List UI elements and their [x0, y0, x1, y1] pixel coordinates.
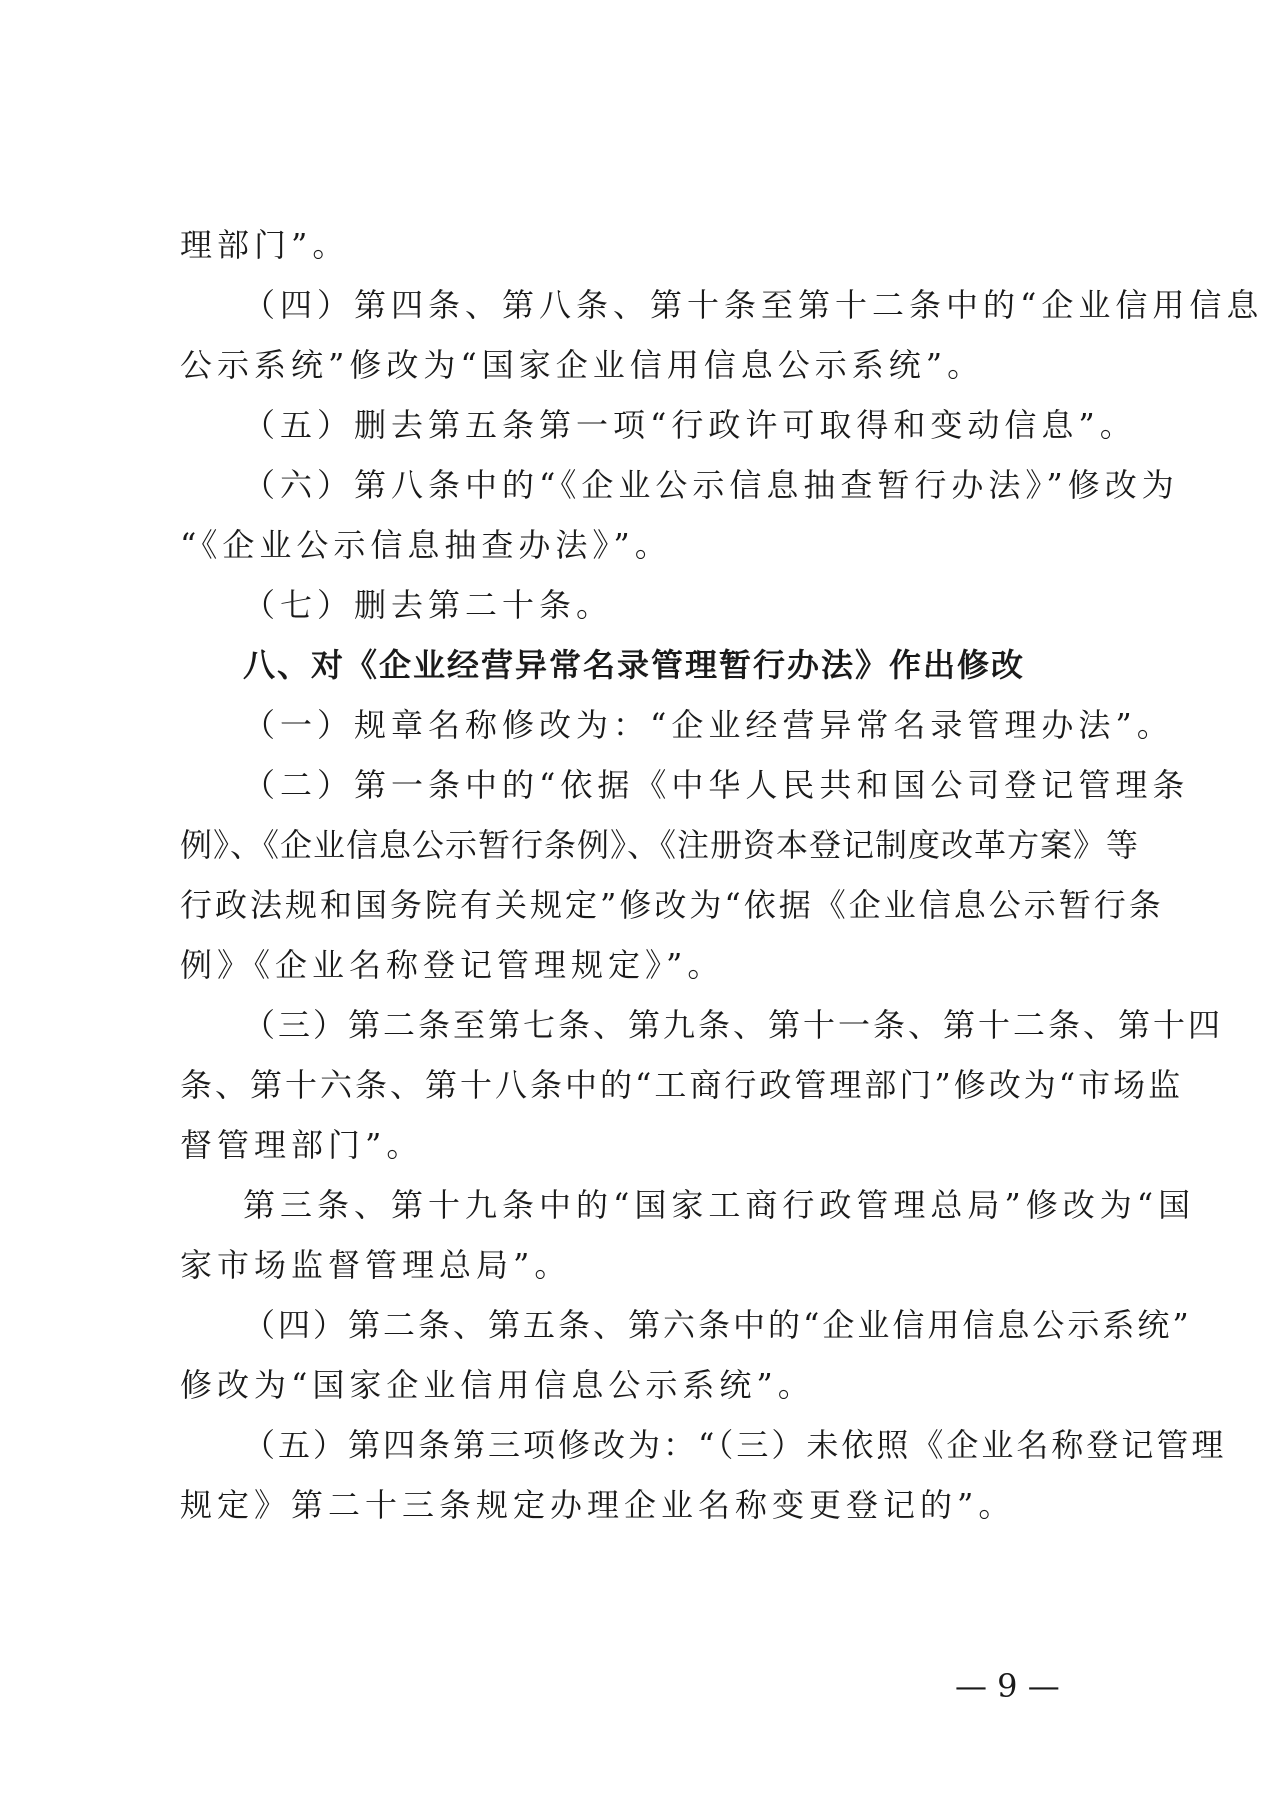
text-line: 督管理部门”。	[180, 1126, 424, 1164]
text-line-paragraph: （五）删去第五条第一项“行政许可取得和变动信息”。	[243, 406, 1137, 444]
text-line-continuation: 理部门”。	[180, 226, 350, 264]
text-line: 例》、《企业信息公示暂行条例》、《注册资本登记制度改革方案》等	[180, 826, 1140, 864]
text-line-paragraph: （四）第四条、第八条、第十条至第十二条中的“企业信用信息	[243, 286, 1264, 324]
text-line: 规定》第二十三条规定办理企业名称变更登记的”。	[180, 1486, 1016, 1524]
text-line-paragraph: （一）规章名称修改为：“企业经营异常名录管理办法”。	[243, 706, 1174, 744]
text-line: “《企业公示信息抽查办法》”。	[180, 526, 672, 564]
text-line: 条、第十六条、第十八条中的“工商行政管理部门”修改为“市场监	[180, 1066, 1184, 1104]
text-line-paragraph: （七）删去第二十条。	[243, 586, 614, 624]
text-line-paragraph: 第三条、第十九条中的“国家工商行政管理总局”修改为“国	[243, 1186, 1196, 1224]
text-line: 修改为“国家企业信用信息公示系统”。	[180, 1366, 815, 1404]
text-line: 家市场监督管理总局”。	[180, 1246, 572, 1284]
text-line-paragraph: （五）第四条第三项修改为：“（三）未依照《企业名称登记管理	[243, 1426, 1227, 1464]
text-line: 公示系统”修改为“国家企业信用信息公示系统”。	[180, 346, 985, 384]
text-line-paragraph: （四）第二条、第五条、第六条中的“企业信用信息公示系统”	[243, 1306, 1192, 1344]
text-line-paragraph: （二）第一条中的“依据《中华人民共和国公司登记管理条	[243, 766, 1190, 804]
section-heading: 八、对《企业经营异常名录管理暂行办法》作出修改	[243, 646, 1026, 684]
text-line-paragraph: （三）第二条至第七条、第九条、第十一条、第十二条、第十四	[243, 1006, 1224, 1044]
text-line-paragraph: （六）第八条中的“《企业公示信息抽查暂行办法》”修改为	[243, 466, 1179, 504]
page-number: — 9 —	[955, 1667, 1060, 1705]
text-line: 例》《企业名称登记管理规定》”。	[180, 946, 725, 984]
text-line: 行政法规和国务院有关规定”修改为“依据《企业信息公示暂行条	[180, 886, 1164, 924]
